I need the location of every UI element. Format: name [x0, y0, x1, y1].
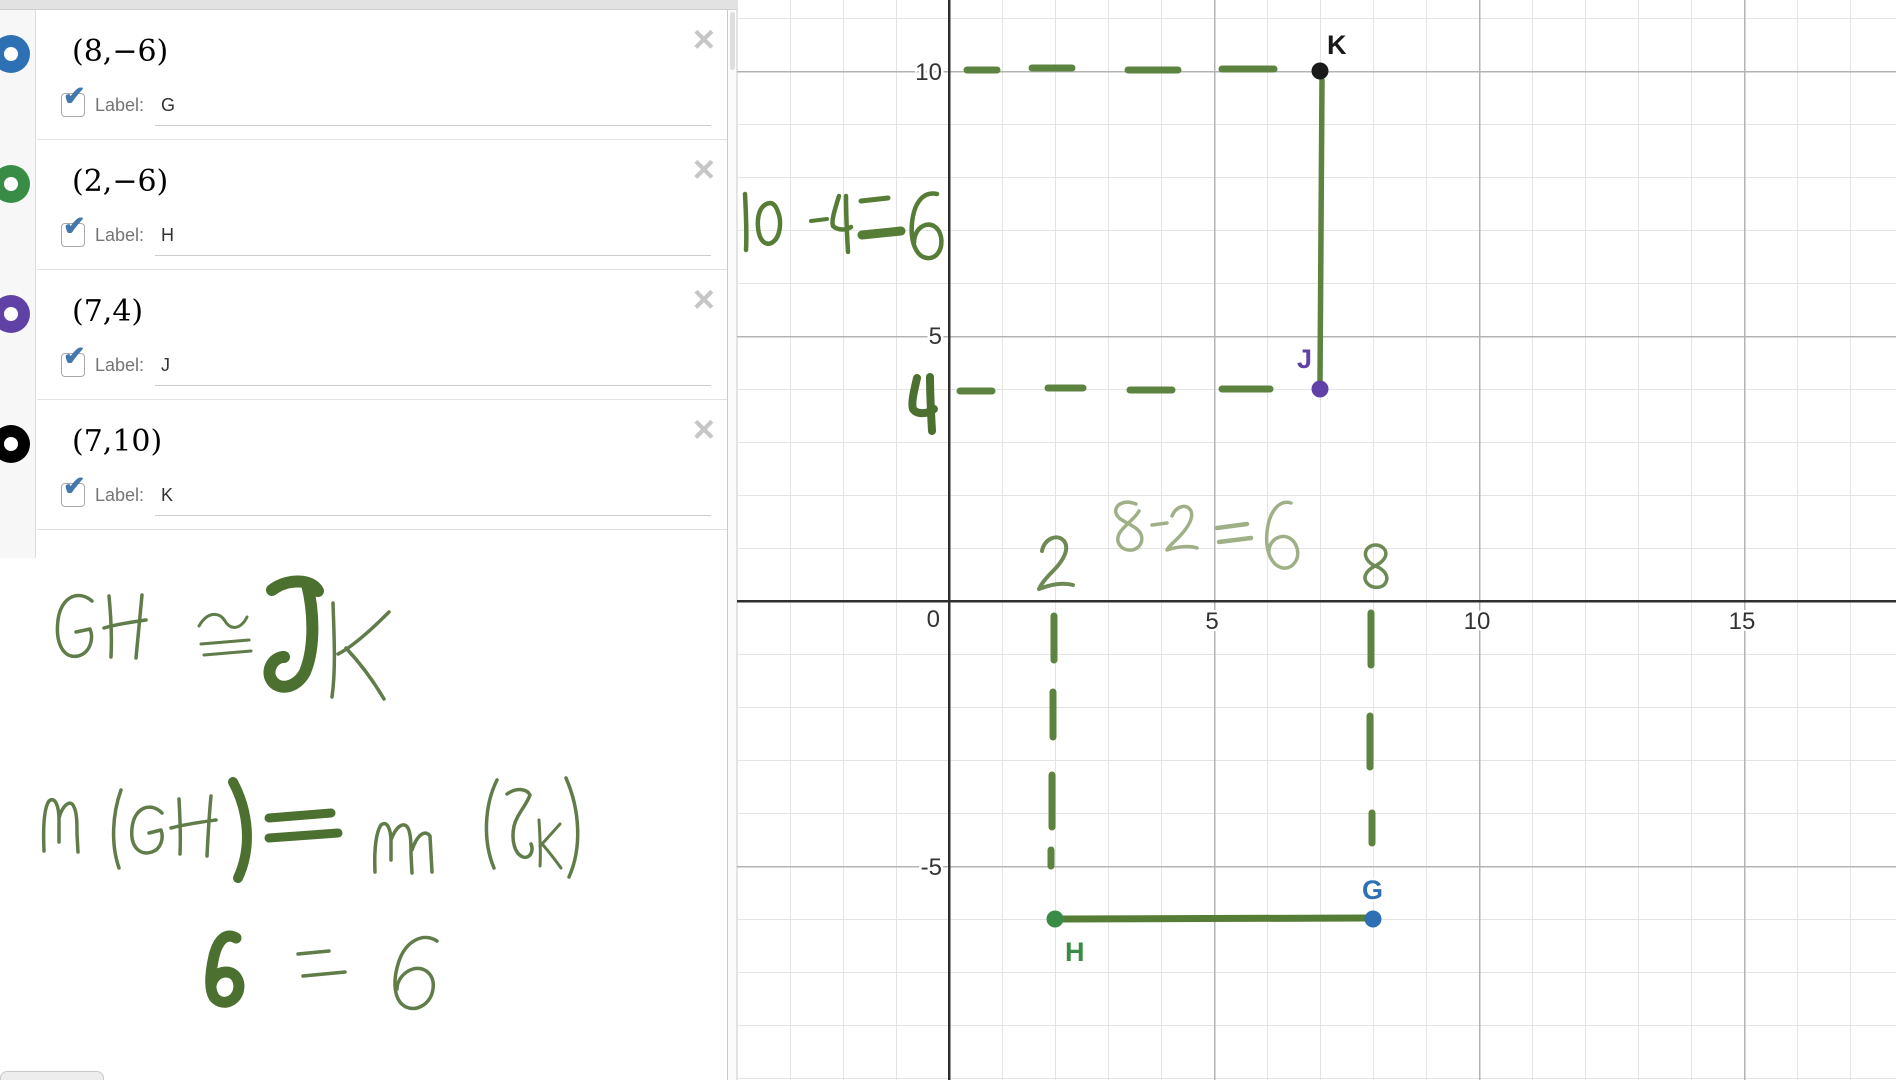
checkmark-icon: ✔ [63, 211, 86, 241]
point-K[interactable] [1312, 63, 1329, 80]
y-tick-5: 5 [928, 323, 942, 350]
work-line-result [211, 936, 437, 1008]
point-label-G: G [1362, 875, 1384, 905]
point-J[interactable] [1312, 381, 1329, 398]
point-label-H: H [1065, 937, 1085, 967]
checkmark-icon: ✔ [63, 471, 86, 501]
close-icon[interactable]: × [687, 150, 721, 190]
point-label-K: K [1327, 30, 1347, 60]
segment-HG [1063, 918, 1365, 919]
panel-scrollbar[interactable] [727, 0, 737, 1080]
label-checkbox[interactable] [61, 471, 86, 507]
x-tick-0: 0 [926, 606, 940, 633]
expression-panel [0, 0, 727, 1080]
expression-row-1[interactable] [37, 10, 727, 140]
close-icon[interactable]: × [687, 280, 721, 320]
scrollbar-thumb[interactable] [730, 12, 735, 70]
label-input-underline [155, 385, 711, 386]
expression-latex[interactable]: (7,10) [72, 424, 163, 459]
label-caption: Label: [95, 484, 145, 505]
x-tick-15: 15 [1728, 608, 1756, 635]
expression-row-2[interactable] [37, 140, 727, 270]
expression-icon-gutter [0, 10, 36, 558]
label-caption: Label: [95, 224, 145, 245]
point-label-J: J [1297, 344, 1313, 374]
expression-row-4[interactable] [37, 400, 727, 530]
label-value-input[interactable]: G [161, 94, 176, 115]
x-tick-5: 5 [1205, 608, 1219, 635]
work-line-measure-equation [44, 778, 578, 878]
label-input-underline [155, 125, 711, 126]
expression-row-3[interactable] [37, 270, 727, 400]
label-value-input[interactable]: H [161, 224, 175, 245]
checkmark-icon: ✔ [63, 341, 86, 371]
label-caption: Label: [95, 354, 145, 375]
close-icon[interactable]: × [687, 410, 721, 450]
x-tick-10: 10 [1463, 608, 1491, 635]
point-style-icon-hole [4, 177, 18, 191]
expression-latex[interactable]: (2,−6) [72, 164, 169, 199]
checkmark-icon: ✔ [63, 81, 86, 111]
expression-latex[interactable]: (8,−6) [72, 34, 169, 69]
work-line-congruence [57, 581, 389, 699]
expression-latex[interactable]: (7,4) [72, 294, 144, 329]
point-style-icon-hole [4, 437, 18, 451]
y-tick-neg5: -5 [920, 854, 942, 881]
y-tick-10: 10 [915, 59, 942, 86]
label-input-underline [155, 255, 711, 256]
label-input-underline [155, 515, 711, 516]
point-style-icon-hole [4, 307, 18, 321]
point-style-icon-hole [4, 47, 18, 61]
label-value-input[interactable]: K [161, 484, 174, 505]
label-checkbox[interactable] [61, 211, 86, 247]
segment-JK [1320, 80, 1322, 383]
panel-footer-handle[interactable] [0, 1071, 104, 1080]
label-checkbox[interactable] [61, 341, 86, 377]
label-caption: Label: [95, 94, 145, 115]
point-H[interactable] [1047, 911, 1064, 928]
close-icon[interactable]: × [687, 20, 721, 60]
toolbar-edge [0, 0, 737, 10]
point-G[interactable] [1365, 911, 1382, 928]
label-value-input[interactable]: J [161, 354, 171, 375]
label-checkbox[interactable] [61, 81, 86, 117]
